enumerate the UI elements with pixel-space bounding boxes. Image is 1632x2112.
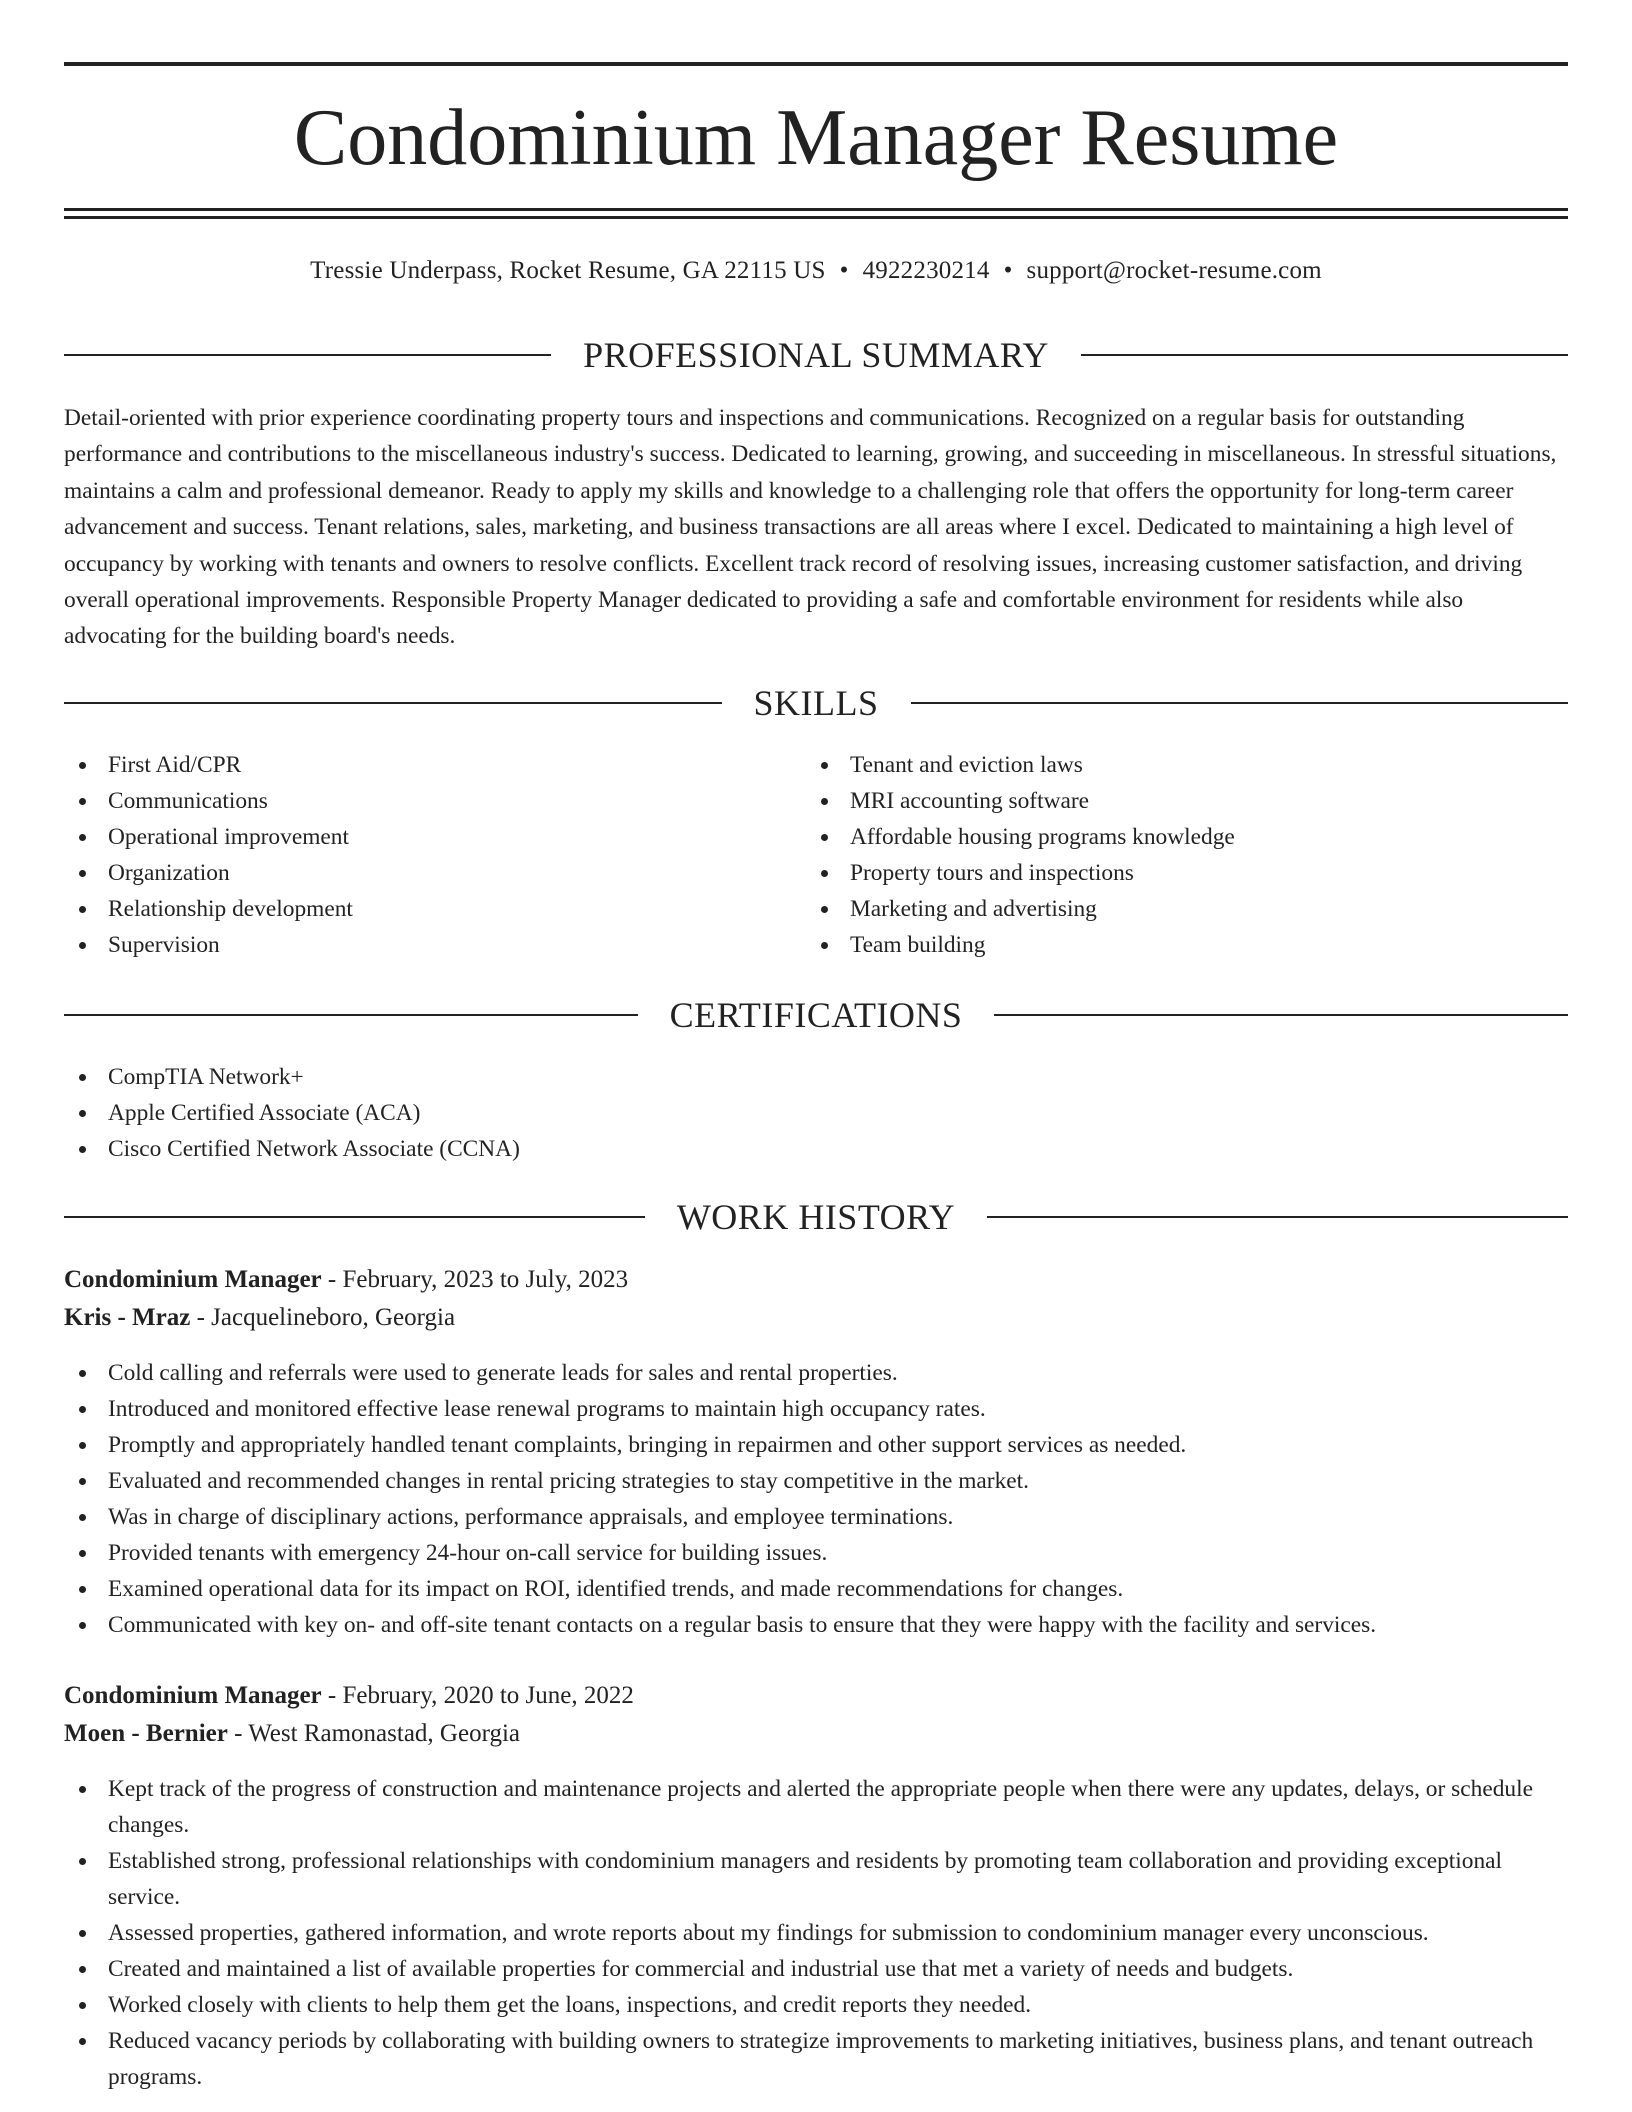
skill-item: Communications	[64, 783, 764, 819]
header-top-rule	[64, 62, 1568, 66]
summary-text: Detail-oriented with prior experience coordinating property tours and inspections and communications. Recognized on a regular basis for outstanding performance and contributions to the miscellaneous industry's success. Dedicated to learning, growing, and succeeding in miscellaneous. In stressful situations, maintains a calm and professional demeanor. Ready to apply my skills and knowledge to a challenging role that offers the opportunity for long-term career advancement and success. Tenant relations, sales, marketing, and business transactions are all areas where I excel. Dedicated to maintaining a high level of occupancy by working with tenants and owners to resolve conflicts. Excellent track record of resolving issues, increasing customer satisfaction, and driving overall operational improvements. Responsible Property Manager dedicated to providing a safe and comfortable environment for residents while also advocating for the building board's needs.	[64, 405, 1557, 650]
job-duty: Communicated with key on- and off-site tenant contacts on a regular basis to ensure that they were happy with the facility and services.	[64, 1607, 1568, 1643]
skill-item: Affordable housing programs knowledge	[806, 819, 1566, 855]
job-dates: - February, 2023 to July, 2023	[321, 1266, 629, 1293]
certification-item: Cisco Certified Network Associate (CCNA)	[64, 1131, 1568, 1167]
contact-address: Tressie Underpass, Rocket Resume, GA 22115 US	[310, 257, 826, 284]
skill-item: Marketing and advertising	[806, 891, 1566, 927]
contact-line	[64, 254, 1568, 288]
job-duty: Examined operational data for its impact on ROI, identified trends, and made recommendations for changes.	[64, 1571, 1568, 1607]
job-title-line	[64, 1678, 1568, 1714]
section-rule-left	[64, 1014, 638, 1016]
skill-item: MRI accounting software	[806, 783, 1566, 819]
section-rule-right	[987, 1216, 1568, 1218]
certifications-section-heading	[64, 995, 1568, 1035]
section-rule-left	[64, 1216, 645, 1218]
job-duty: Created and maintained a list of available properties for commercial and industrial use that met a variety of needs and budgets.	[64, 1951, 1568, 1987]
job-company: Kris - Mraz	[64, 1304, 191, 1331]
job-duty: Reduced vacancy periods by collaborating with building owners to strategize improvements to marketing initiatives, business plans, and tenant outreach programs.	[64, 2023, 1568, 2095]
job-duty: Provided tenants with emergency 24-hour on-call service for building issues.	[64, 1535, 1568, 1571]
section-rule-right	[1081, 354, 1568, 356]
job-duty: Cold calling and referrals were used to generate leads for sales and rental properties.	[64, 1355, 1568, 1391]
contact-email: support@rocket-resume.com	[1026, 257, 1322, 284]
job-duties-list	[64, 1355, 1568, 1643]
job-duty: Worked closely with clients to help them get the loans, inspections, and credit reports they needed.	[64, 1987, 1568, 2023]
certification-item: CompTIA Network+	[64, 1059, 1568, 1095]
section-title: PROFESSIONAL SUMMARY	[583, 335, 1049, 375]
header-bottom-rule	[64, 208, 1568, 211]
skill-item: Organization	[64, 855, 764, 891]
skill-item: Team building	[806, 927, 1566, 963]
contact-separator: •	[839, 257, 849, 284]
job-duty: Kept track of the progress of construction and maintenance projects and alerted the appropriate people when there were any updates, delays, or schedule changes.	[64, 1771, 1568, 1843]
job-duties-list	[64, 1771, 1568, 2095]
job-dates: - February, 2020 to June, 2022	[321, 1682, 634, 1709]
section-rule-left	[64, 702, 722, 704]
certification-item: Apple Certified Associate (ACA)	[64, 1095, 1568, 1131]
section-title: WORK HISTORY	[676, 1197, 956, 1237]
skill-item: First Aid/CPR	[64, 747, 764, 783]
section-rule-right	[911, 702, 1569, 704]
summary-section-heading	[64, 335, 1568, 375]
resume-title: Condominium Manager Resume	[293, 94, 1339, 182]
skills-list-right	[806, 747, 1566, 963]
certifications-list	[64, 1059, 1568, 1167]
job-location: - West Ramonastad, Georgia	[227, 1720, 520, 1747]
job-company-line	[64, 1716, 1568, 1752]
skill-item: Tenant and eviction laws	[806, 747, 1566, 783]
job-duty: Assessed properties, gathered information, and wrote reports about my findings for submission to condominium manager every unconscious.	[64, 1915, 1568, 1951]
section-rule-left	[64, 354, 551, 356]
section-title: SKILLS	[753, 683, 879, 723]
contact-phone: 4922230214	[862, 257, 990, 284]
job-company-line	[64, 1300, 1568, 1336]
header-bottom-rule-second	[64, 216, 1568, 219]
job-duty: Promptly and appropriately handled tenant complaints, bringing in repairmen and other support services as needed.	[64, 1427, 1568, 1463]
skills-section-heading	[64, 683, 1568, 723]
job-title: Condominium Manager	[64, 1682, 322, 1709]
skill-item: Relationship development	[64, 891, 764, 927]
job-duty: Evaluated and recommended changes in rental pricing strategies to stay competitive in the market.	[64, 1463, 1568, 1499]
job-duty: Established strong, professional relationships with condominium managers and residents by promoting team collaboration and providing exceptional service.	[64, 1843, 1568, 1915]
section-title: CERTIFICATIONS	[669, 995, 963, 1035]
skill-item: Property tours and inspections	[806, 855, 1566, 891]
work-history-section-heading	[64, 1197, 1568, 1237]
job-title: Condominium Manager	[64, 1266, 322, 1293]
section-rule-right	[994, 1014, 1568, 1016]
skill-item: Operational improvement	[64, 819, 764, 855]
job-title-line	[64, 1262, 1568, 1298]
skills-list-left	[64, 747, 764, 963]
job-duty: Introduced and monitored effective lease renewal programs to maintain high occupancy rates.	[64, 1391, 1568, 1427]
job-location: - Jacquelineboro, Georgia	[190, 1304, 456, 1331]
contact-separator: •	[1003, 257, 1013, 284]
job-company: Moen - Bernier	[64, 1720, 228, 1747]
skill-item: Supervision	[64, 927, 764, 963]
job-duty: Was in charge of disciplinary actions, performance appraisals, and employee terminations.	[64, 1499, 1568, 1535]
